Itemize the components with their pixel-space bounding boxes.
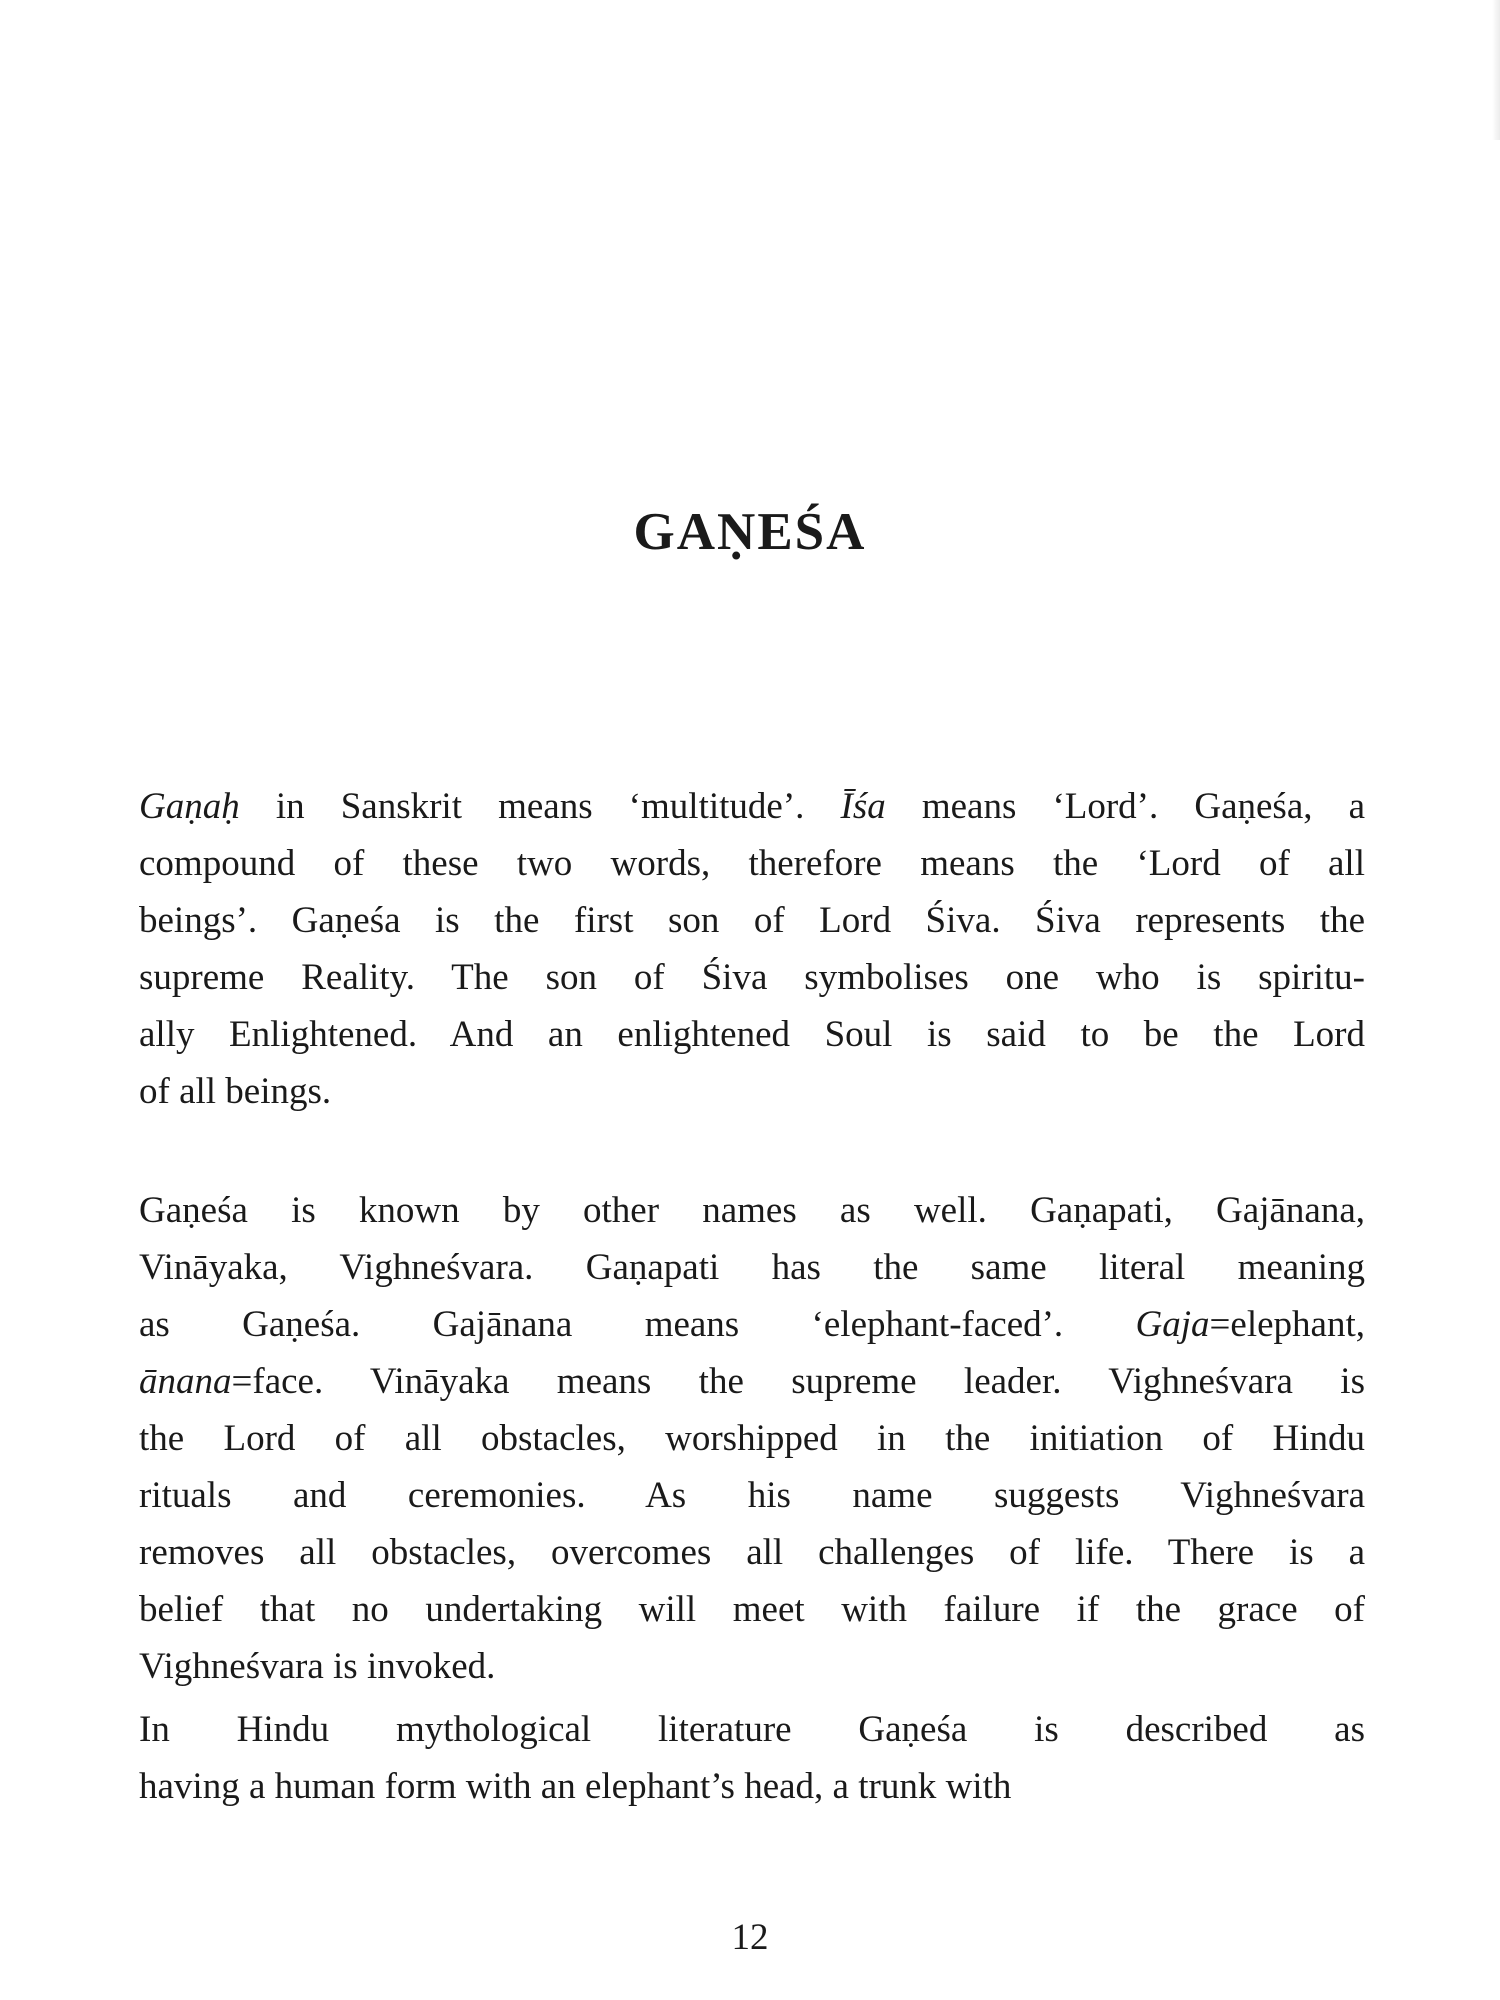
text-line <box>139 1410 1365 1467</box>
chapter-title: GAṆEŚA <box>633 503 867 561</box>
page-edge-shadow <box>1492 0 1500 140</box>
text-run: in Sanskrit means ‘multitude’. <box>239 786 841 827</box>
italic-term: Īśa <box>840 786 886 827</box>
text-line <box>139 835 1365 892</box>
text-line <box>139 949 1365 1006</box>
text-run: removes all obstacles, overcomes all challenges of life. There is a <box>139 1532 1365 1573</box>
text-run: Vināyaka, Vighneśvara. Gaṇapati has the same literal meaning <box>139 1247 1365 1288</box>
text-run: =elephant, <box>1209 1304 1365 1345</box>
text-line <box>139 778 1365 835</box>
text-line <box>139 1182 1365 1239</box>
text-line <box>139 1467 1365 1524</box>
text-run: means ‘Lord’. Gaṇeśa, a <box>885 786 1365 827</box>
italic-term: ānana <box>139 1361 232 1402</box>
text-run: supreme Reality. The son of Śiva symbolises one who is spiritu- <box>139 957 1365 998</box>
text-run: ally Enlightened. And an enlightened Soul is said to be the Lord <box>139 1014 1365 1055</box>
text-line <box>139 1063 1365 1120</box>
text-run: compound of these two words, therefore means the ‘Lord of all <box>139 843 1365 884</box>
text-line <box>139 1239 1365 1296</box>
text-line <box>139 1701 1365 1758</box>
text-line <box>139 1758 1365 1815</box>
text-run: having a human form with an elephant’s head, a trunk with <box>139 1766 1012 1807</box>
text-line <box>139 1581 1365 1638</box>
text-run: as Gaṇeśa. Gajānana means ‘elephant-faced’. <box>139 1304 1136 1345</box>
text-run: Gaṇeśa is known by other names as well. Gaṇapati, Gajānana, <box>139 1190 1365 1231</box>
paragraph-3 <box>139 1701 1365 1815</box>
text-line <box>139 1353 1365 1410</box>
text-line <box>139 1524 1365 1581</box>
text-line <box>139 1638 1365 1695</box>
paragraph-1 <box>139 778 1365 1120</box>
italic-term: Gaja <box>1135 1304 1210 1345</box>
text-line <box>139 1006 1365 1063</box>
text-run: Vighneśvara is invoked. <box>139 1646 496 1687</box>
italic-term: Gaṇaḥ <box>139 786 240 827</box>
text-line <box>139 1296 1365 1353</box>
text-run: belief that no undertaking will meet with failure if the grace of <box>139 1589 1365 1630</box>
text-run: =face. Vināyaka means the supreme leader. Vighneśvara is <box>231 1361 1365 1402</box>
page-number: 12 <box>731 1917 769 1958</box>
paragraph-2 <box>139 1182 1365 1695</box>
text-run: rituals and ceremonies. As his name suggests Vighneśvara <box>139 1475 1365 1516</box>
text-run: In Hindu mythological literature Gaṇeśa is described as <box>139 1709 1365 1750</box>
text-run: of all beings. <box>139 1071 332 1112</box>
text-run: beings’. Gaṇeśa is the first son of Lord Śiva. Śiva represents the <box>139 900 1365 941</box>
text-line <box>139 892 1365 949</box>
text-run: the Lord of all obstacles, worshipped in the initiation of Hindu <box>139 1418 1365 1459</box>
